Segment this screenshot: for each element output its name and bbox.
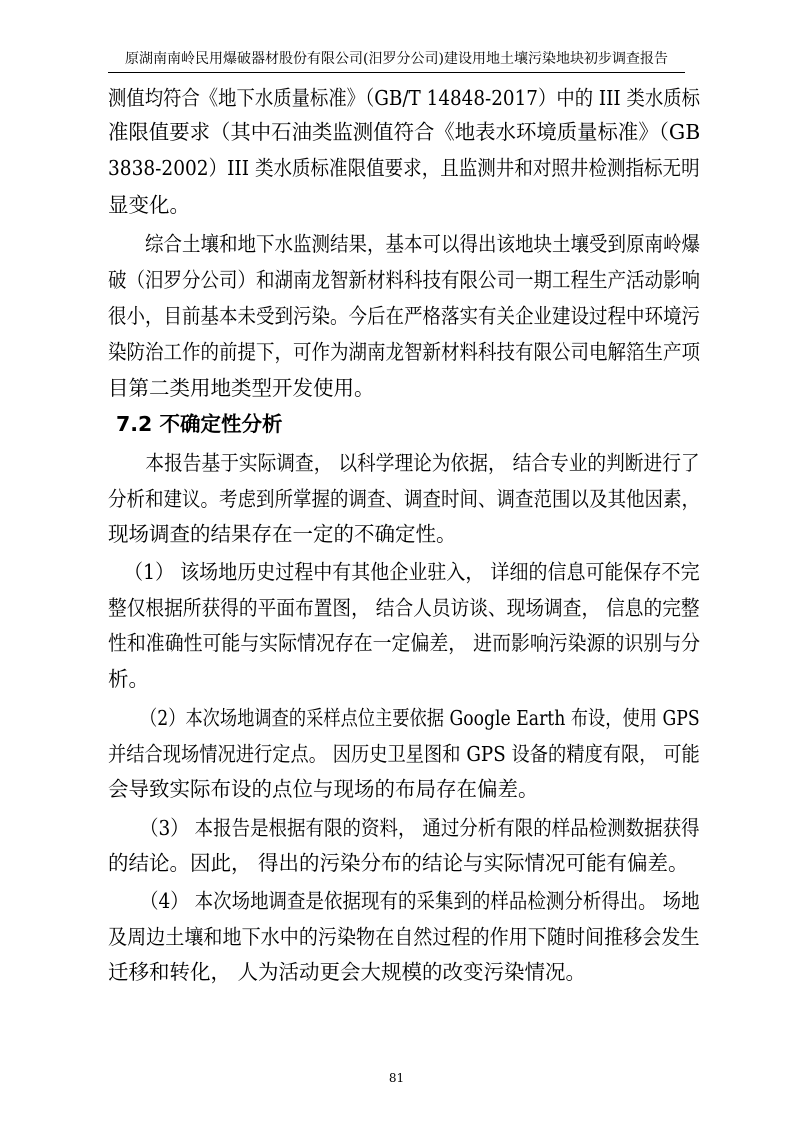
text-line: 综合土壤和地下水监测结果，基本可以得出该地块土壤受到原南岭爆 <box>108 232 700 256</box>
section-heading: 7.2 不确定性分析 <box>116 412 283 436</box>
text-line: 染防治工作的前提下，可作为湖南龙智新材料科技有限公司电解箔生产项 <box>108 340 700 364</box>
text-line: 会导致实际布设的点位与现场的布局存在偏差。 <box>108 777 539 801</box>
text-line: 现场调查的结果存在一定的不确定性。 <box>108 522 457 546</box>
text-line: （2）本次场地调查的采样点位主要依据 Google Earth 布设，使用 GPS <box>140 706 700 730</box>
text-line: 3838-2002）III 类水质标准限值要求，且监测井和对照井检测指标无明 <box>108 156 700 180</box>
text-line: 目第二类用地类型开发使用。 <box>108 376 375 400</box>
text-line: 很小，目前基本未受到污染。今后在严格落实有关企业建设过程中环境污 <box>108 304 700 328</box>
text-line: 的结论。因此， 得出的污染分布的结论与实际情况可能有偏差。 <box>108 851 689 875</box>
text-line: （1） 该场地历史过程中有其他企业驻入， 详细的信息可能保存不完 <box>124 560 700 584</box>
text-line: 分析和建议。考虑到所掌握的调查、调查时间、调查范围以及其他因素， <box>108 487 700 511</box>
text-line: （3） 本报告是根据有限的资料， 通过分析有限的样品检测数据获得 <box>140 816 700 840</box>
text-line: 迁移和转化， 人为活动更会大规模的改变污染情况。 <box>108 960 587 984</box>
text-line: 性和准确性可能与实际情况存在一定偏差， 进而影响污染源的识别与分 <box>108 631 701 655</box>
text-line: 准限值要求（其中石油类监测值符合《地表水环境质量标准》（GB <box>108 120 701 144</box>
page-number: 81 <box>388 1071 405 1085</box>
text-line: （4） 本次场地调查是依据现有的采集到的样品检测分析得出。 场地 <box>140 889 700 913</box>
text-line: 及周边土壤和地下水中的污染物在自然过程的作用下随时间推移会发生 <box>108 925 700 949</box>
text-line: 破（汨罗分公司）和湖南龙智新材料科技有限公司一期工程生产活动影响 <box>108 268 700 292</box>
text-line: 本报告基于实际调查， 以科学理论为依据， 结合专业的判断进行了 <box>108 451 700 475</box>
header-divider <box>108 72 685 73</box>
page-header: 原湖南南岭民用爆破器材股份有限公司(汨罗分公司)建设用地土壤污染地块初步调查报告 <box>125 51 668 67</box>
text-line: 并结合现场情况进行定点。 因历史卫星图和 GPS 设备的精度有限， 可能 <box>108 742 700 766</box>
text-line: 析。 <box>108 667 149 691</box>
text-line: 整仅根据所获得的平面布置图， 结合人员访谈、现场调查， 信息的完整 <box>108 596 700 620</box>
text-line: 显变化。 <box>108 193 190 217</box>
text-line: 测值均符合《地下水质量标准》（GB/T 14848-2017）中的 III 类水质标 <box>108 86 700 110</box>
